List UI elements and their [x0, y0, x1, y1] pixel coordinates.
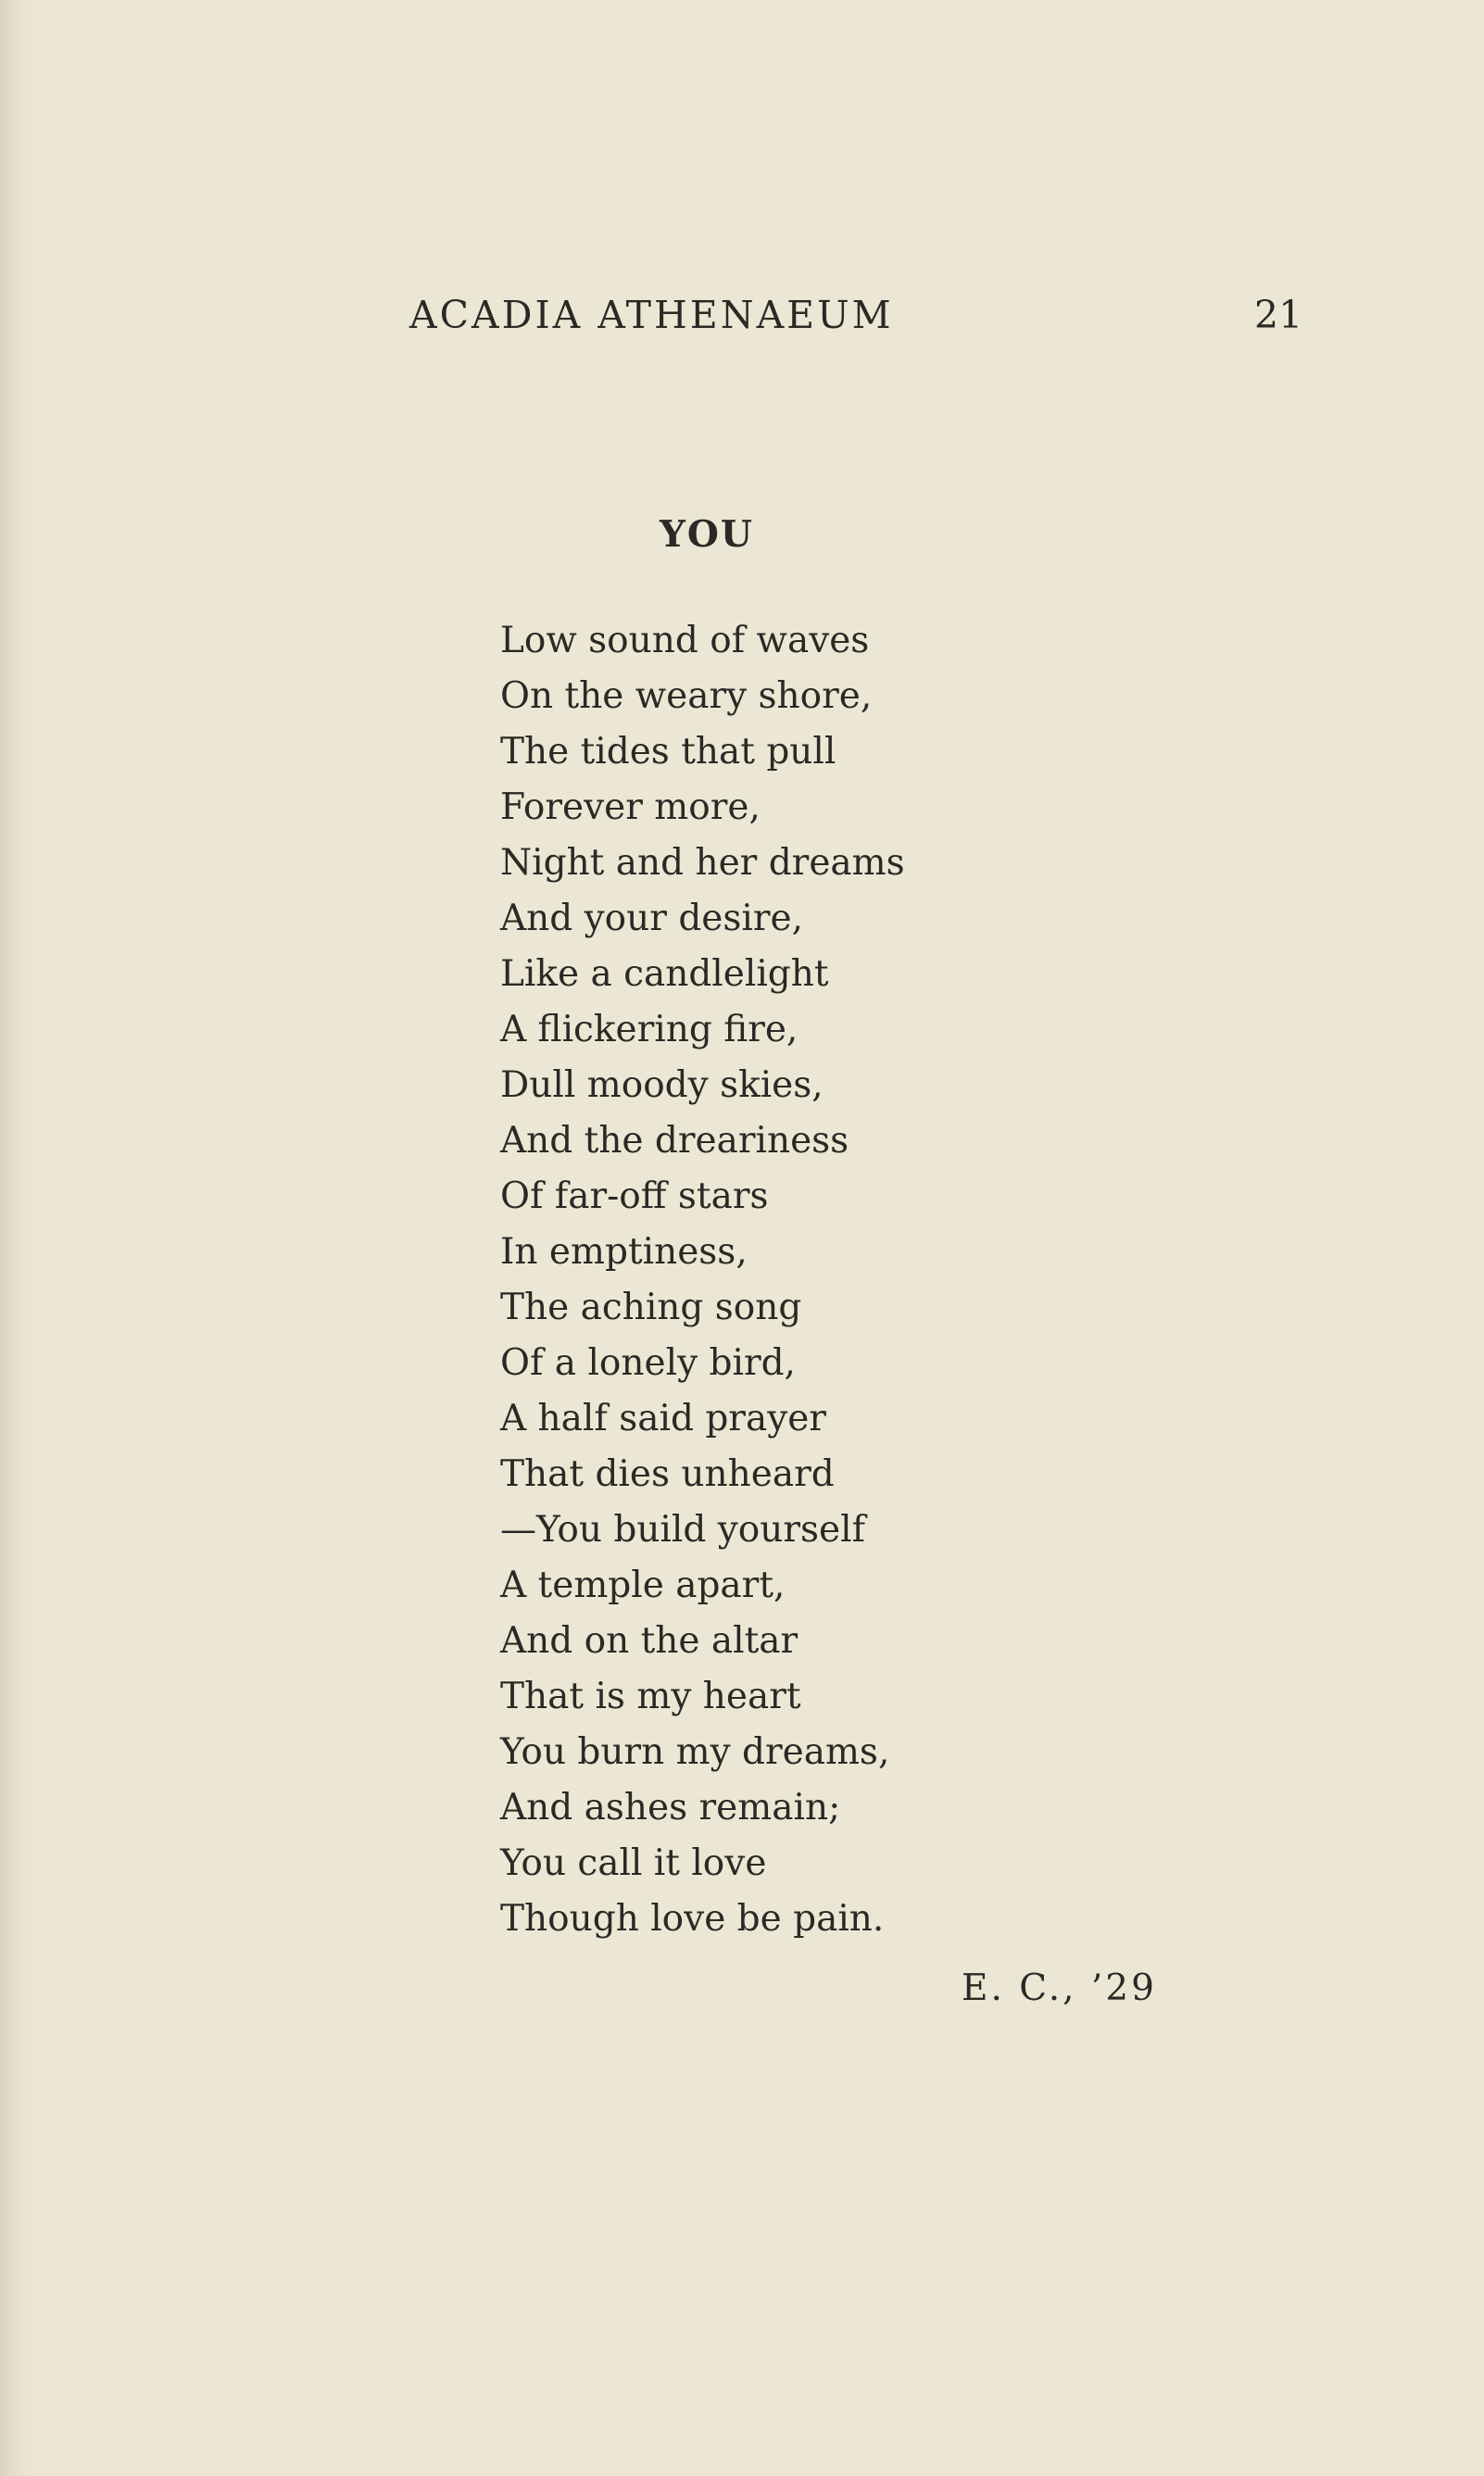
poem-line: And ashes remain; [500, 1787, 841, 1829]
poem-line: And your desire, [500, 898, 803, 939]
poem-line: You call it love [500, 1842, 767, 1884]
poem-line: A half said prayer [500, 1398, 826, 1439]
poem-line: Night and her dreams [500, 842, 905, 884]
poem-line: Dull moody skies, [500, 1064, 824, 1106]
page-number: 21 [1254, 293, 1303, 337]
poem-line: Forever more, [500, 786, 761, 828]
poem-line: The tides that pull [500, 731, 836, 773]
poem-line: The aching song [500, 1287, 802, 1328]
poem-line: In emptiness, [500, 1231, 748, 1273]
poem-line: That is my heart [500, 1676, 801, 1717]
poem-line: Like a candlelight [500, 953, 829, 995]
poem-line: And on the altar [500, 1620, 799, 1662]
running-title: ACADIA ATHENAEUM [409, 293, 894, 337]
poem-line: That dies unheard [500, 1453, 835, 1495]
poem-line: Low sound of waves [500, 620, 870, 661]
poem-line: A temple apart, [500, 1565, 786, 1606]
poem-line: And the dreariness [500, 1120, 849, 1162]
poem-line: Of a lonely bird, [500, 1342, 796, 1384]
poem-line: Though love be pain. [500, 1898, 885, 1940]
poem-title: YOU [660, 513, 754, 556]
poem-body [500, 613, 905, 1947]
poem-line: A flickering fire, [500, 1009, 799, 1050]
author-signature: E. C., ’29 [962, 1967, 1157, 2009]
poem-line: —You build yourself [500, 1509, 866, 1551]
poem-line: On the weary shore, [500, 675, 873, 717]
poem-line: You burn my dreams, [500, 1731, 890, 1773]
poem-line: Of far-off stars [500, 1175, 769, 1217]
